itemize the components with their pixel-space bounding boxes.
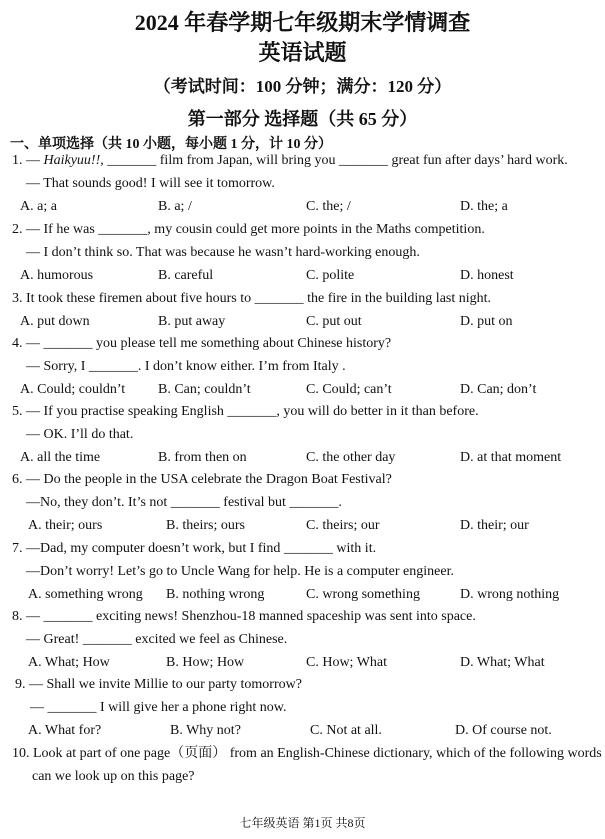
question-5-option-C: C. the other day bbox=[306, 450, 396, 465]
question-2-line-2 bbox=[26, 244, 420, 262]
question-7-option-C: C. wrong something bbox=[306, 587, 420, 602]
question-1-option-C: C. the; / bbox=[306, 199, 351, 214]
question-4-option-C: C. Could; can’t bbox=[306, 382, 392, 397]
question-5-line-1 bbox=[12, 403, 479, 421]
question-9-line-1 bbox=[15, 676, 302, 694]
line-text: — I don’t think so. That was because he wasn’t hard-working enough. bbox=[26, 245, 420, 260]
question-7-option-A: A. something wrong bbox=[28, 587, 143, 602]
question-2-option-B: B. careful bbox=[158, 268, 214, 283]
question-3-line-1 bbox=[12, 290, 491, 308]
question-10-line-1 bbox=[12, 745, 602, 763]
question-9-option-B: B. Why not? bbox=[170, 723, 241, 738]
line-text: — OK. I’ll do that. bbox=[26, 427, 134, 442]
section-heading: 一、单项选择（共 10 小题，每小题 1 分，计 10 分） bbox=[10, 137, 332, 152]
line-text: —No, they don’t. It’s not _______ festival but _______. bbox=[26, 495, 342, 510]
question-6-line-1 bbox=[12, 471, 392, 489]
question-2-option-A: A. humorous bbox=[20, 268, 94, 283]
question-6-option-C: C. theirs; our bbox=[306, 518, 380, 533]
question-8-option-C: C. How; What bbox=[306, 655, 388, 670]
line-text: 3. It took these firemen about five hours to _______ the fire in the building last night. bbox=[12, 291, 492, 306]
question-8-option-D: D. What; What bbox=[460, 655, 545, 670]
exam-subtitle: 英语试题 bbox=[258, 40, 347, 65]
line-text: 8. — _______ exciting news! Shenzhou-18 manned spaceship was sent into space. bbox=[12, 609, 476, 624]
question-4-option-D: D. Can; don’t bbox=[460, 382, 537, 397]
question-1-option-A: A. a; a bbox=[20, 199, 57, 214]
question-8-line-1 bbox=[12, 608, 476, 626]
line-text: — _______ I will give her a phone right now. bbox=[30, 700, 287, 715]
line-text: — That sounds good! I will see it tomorrow. bbox=[26, 176, 275, 191]
question-9-option-D: D. Of course not. bbox=[455, 723, 552, 738]
line-text: — Sorry, I _______. I don’t know either. I’m from Italy . bbox=[26, 359, 346, 374]
question-6-option-B: B. theirs; ours bbox=[166, 518, 245, 533]
line-text: 6. — Do the people in the USA celebrate the Dragon Boat Festival? bbox=[12, 472, 392, 487]
line-italic-text: Haikyuu!! bbox=[43, 153, 101, 168]
question-3-option-C: C. put out bbox=[306, 314, 362, 329]
question-8-option-B: B. How; How bbox=[166, 655, 245, 670]
line-text: —Don’t worry! Let’s go to Uncle Wang for help. He is a computer engineer. bbox=[26, 564, 454, 579]
line-text: 1. — bbox=[12, 153, 44, 168]
question-1-option-D: D. the; a bbox=[460, 199, 508, 214]
question-3-option-B: B. put away bbox=[158, 314, 226, 329]
question-4-option-A: A. Could; couldn’t bbox=[20, 382, 126, 397]
line-text: 9. — Shall we invite Millie to our party tomorrow? bbox=[15, 677, 302, 692]
question-2-option-C: C. polite bbox=[306, 268, 355, 283]
question-7-option-D: D. wrong nothing bbox=[460, 587, 560, 602]
question-4-option-B: B. Can; couldn’t bbox=[158, 382, 251, 397]
question-8-line-2 bbox=[26, 631, 287, 649]
exam-info: （考试时间：100 分钟；满分：120 分） bbox=[153, 77, 452, 96]
line-text: 10. Look at part of one page（页面） from an English-Chinese dictionary, which of the following words bbox=[12, 746, 602, 761]
line-text: 2. — If he was _______, my cousin could get more points in the Maths competition. bbox=[12, 222, 485, 237]
question-5-option-B: B. from then on bbox=[158, 450, 247, 465]
question-1-line-2 bbox=[26, 175, 275, 193]
line-text: 4. — _______ you please tell me something about Chinese history? bbox=[12, 336, 392, 351]
question-3-option-D: D. put on bbox=[460, 314, 513, 329]
question-4-line-2 bbox=[26, 358, 346, 376]
question-5-option-A: A. all the time bbox=[20, 450, 101, 465]
line-text: can we look up on this page? bbox=[32, 769, 195, 784]
question-9-line-2 bbox=[30, 699, 287, 717]
question-2-option-D: D. honest bbox=[460, 268, 514, 283]
question-5-option-D: D. at that moment bbox=[460, 450, 562, 465]
line-text: — Great! _______ excited we feel as Chinese. bbox=[26, 632, 288, 647]
question-1-line-1 bbox=[12, 152, 568, 170]
question-7-option-B: B. nothing wrong bbox=[166, 587, 265, 602]
part-heading: 第一部分 选择题（共 65 分） bbox=[187, 109, 418, 129]
line-text: 5. — If you practise speaking English _______, you will do better in it than before. bbox=[12, 404, 479, 419]
question-5-line-2 bbox=[26, 426, 133, 444]
question-6-option-D: D. their; our bbox=[460, 518, 529, 533]
line-text: , _______ film from Japan, will bring you _______ great fun after days’ hard work. bbox=[100, 153, 568, 168]
question-2-line-1 bbox=[12, 221, 485, 239]
question-1-option-B: B. a; / bbox=[158, 199, 192, 214]
question-10-line-2 bbox=[32, 768, 195, 786]
line-text: 7. —Dad, my computer doesn’t work, but I find _______ with it. bbox=[12, 541, 377, 556]
question-6-line-2 bbox=[26, 494, 342, 512]
exam-title: 2024 年春学期七年级期末学情调查 bbox=[134, 10, 471, 35]
question-9-option-A: A. What for? bbox=[28, 723, 102, 738]
question-7-line-1 bbox=[12, 540, 376, 558]
question-3-option-A: A. put down bbox=[20, 314, 90, 329]
page-footer: 七年级英语 第1页 共8页 bbox=[239, 816, 366, 830]
question-6-option-A: A. their; ours bbox=[28, 518, 103, 533]
question-4-line-1 bbox=[12, 335, 391, 353]
question-7-line-2 bbox=[26, 563, 454, 581]
question-9-option-C: C. Not at all. bbox=[310, 723, 382, 738]
question-8-option-A: A. What; How bbox=[28, 655, 110, 670]
